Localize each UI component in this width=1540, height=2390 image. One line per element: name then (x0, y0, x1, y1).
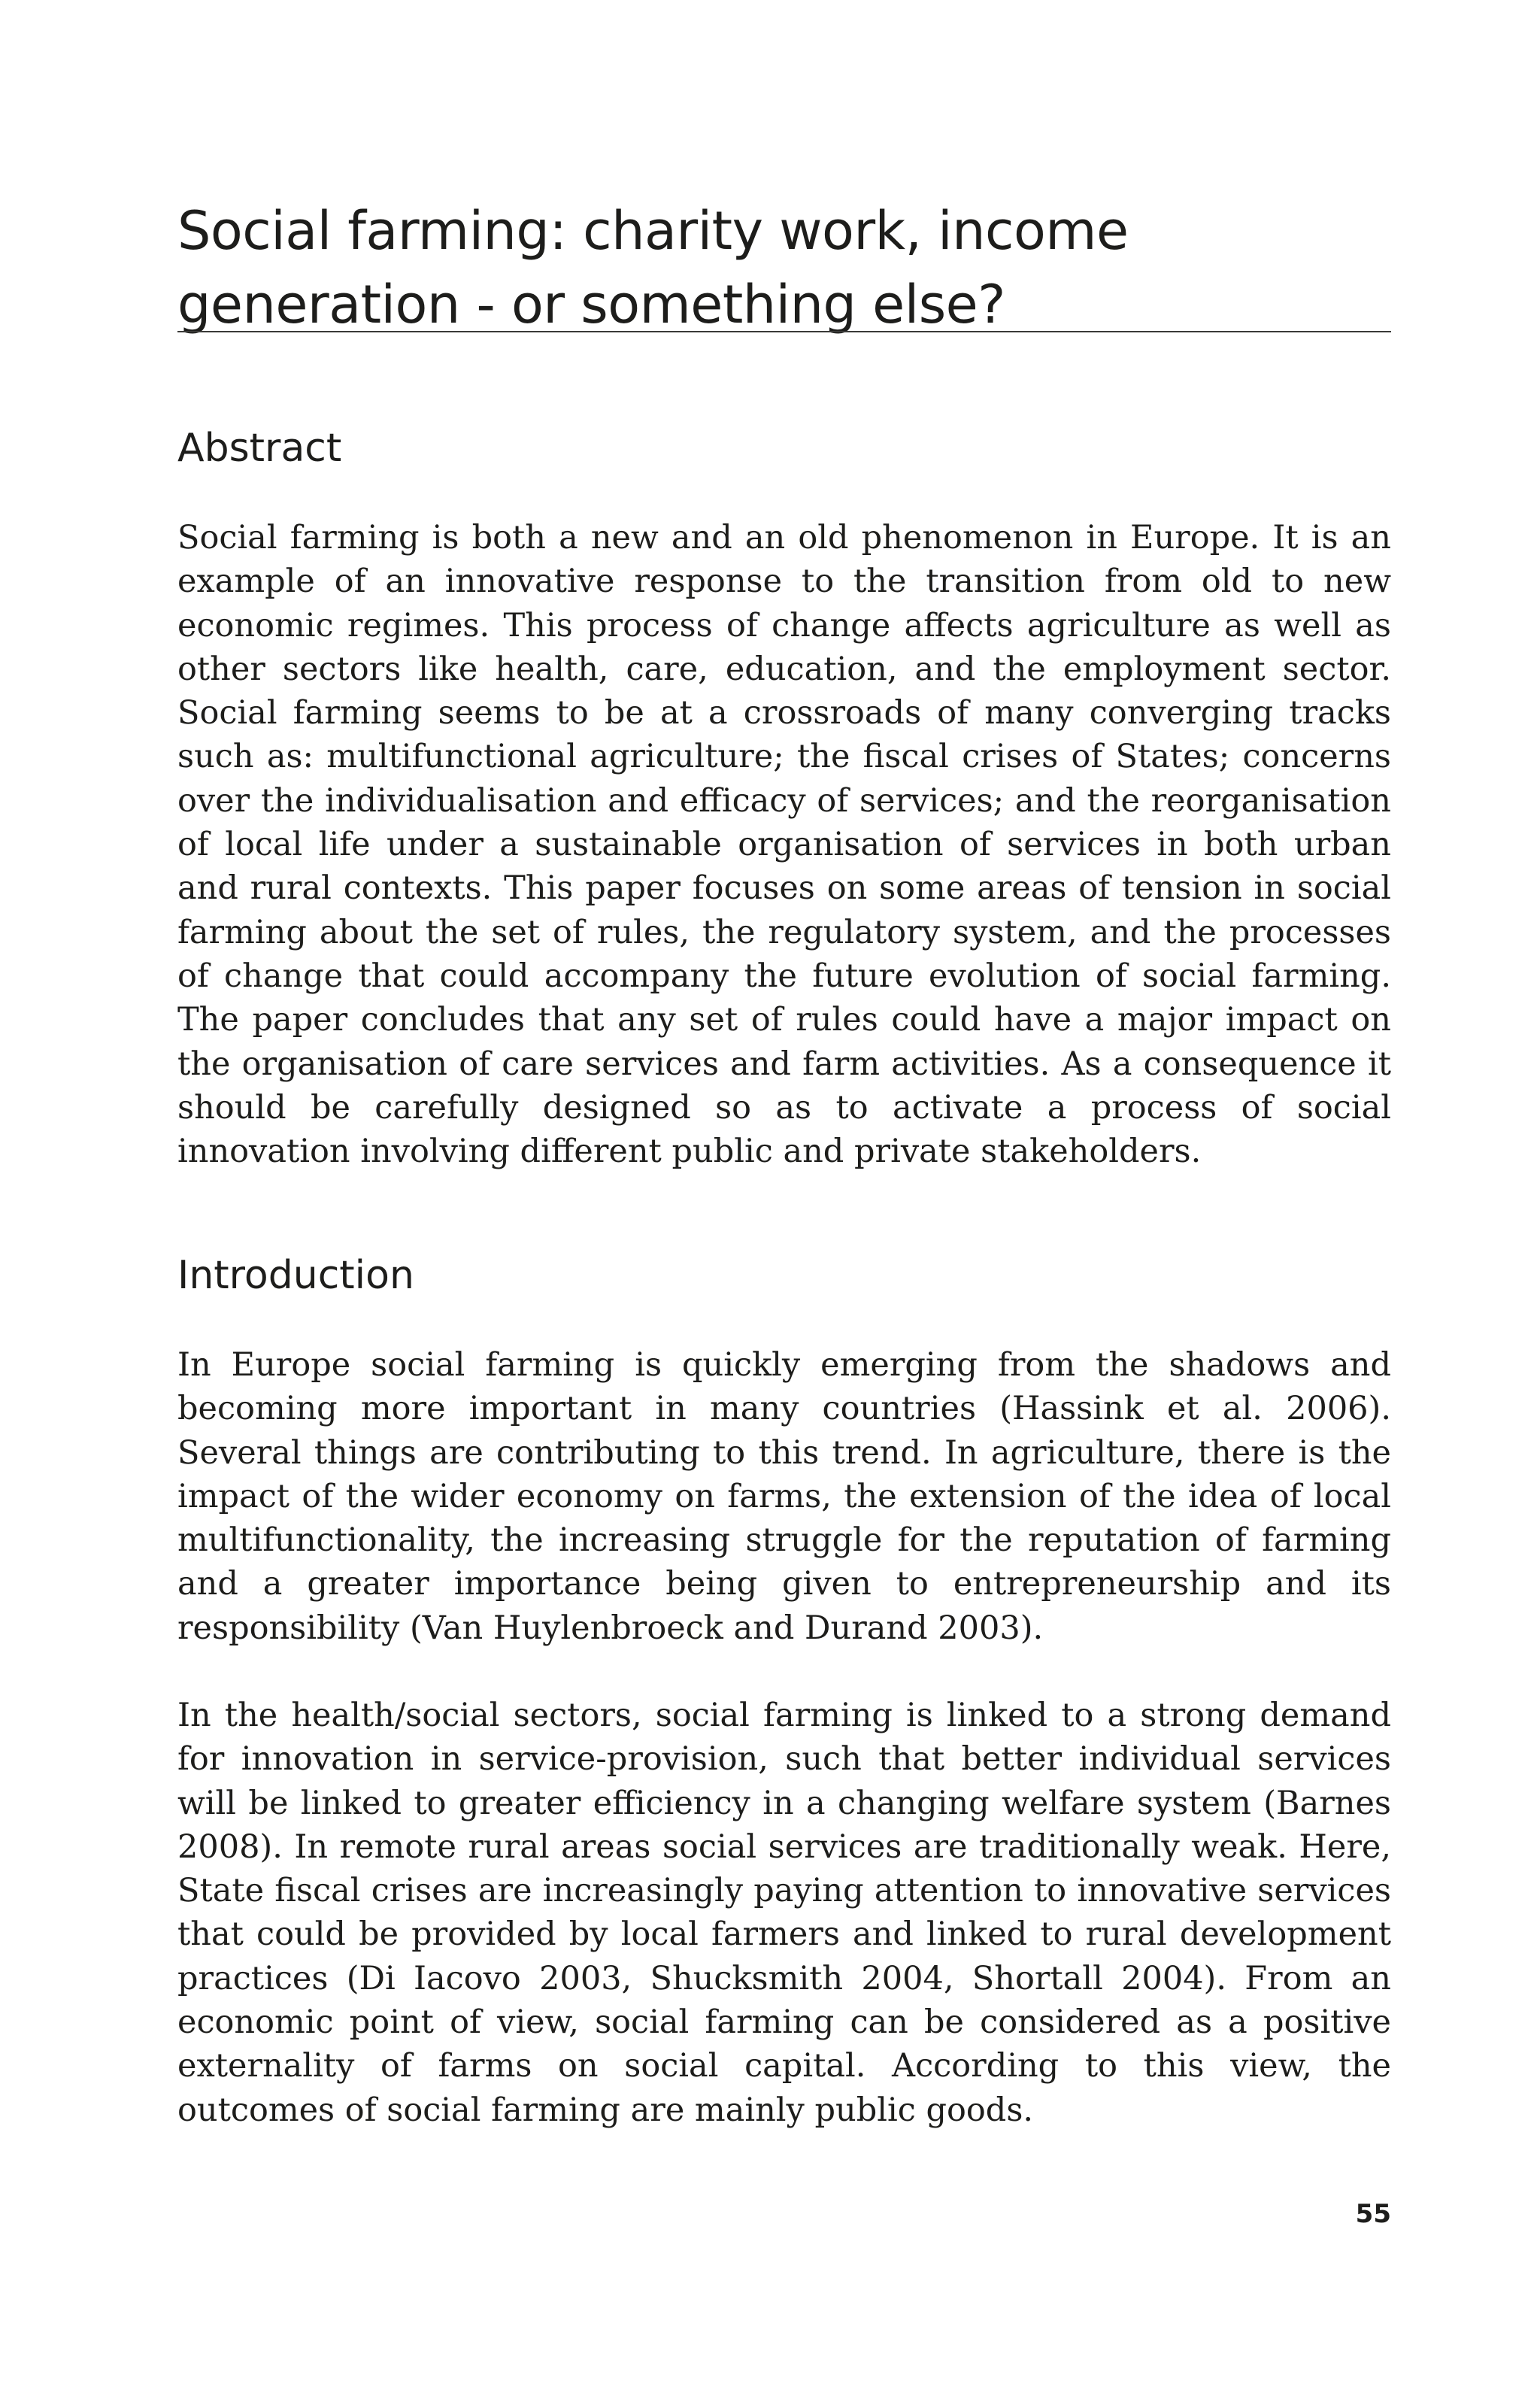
title-divider (177, 331, 1391, 332)
introduction-paragraph: In Europe social farming is quickly emerging from the shadows and becoming more important in many countries (Hassink et al. 2006). Several things are contributing to this trend. In agriculture, there is the impact of the wider economy on farms, the extension of the idea of local multifunctionality, the increasing struggle for the reputation of farming and a greater importance being given to entrepreneurship and its responsibility (Van Huylenbroeck and Durand 2003). (177, 1346, 1391, 1647)
introduction-paragraph: In the health/social sectors, social farming is linked to a strong demand for innovation in service-provision, such that better individual services will be linked to greater efficiency in a changing welfare system (Barnes 2008). In remote rural areas social services are traditionally weak. Here, State fiscal crises are increasingly paying attention to innovative services that could be provided by local farmers and linked to rural development practices (Di Iacovo 2003, Shucksmith 2004, Shortall 2004). From an economic point of view, social farming can be considered as a positive externality of farms on social capital. According to this view, the outcomes of social farming are mainly public goods. (177, 1697, 1391, 2129)
article-title: Social farming: charity work, income generation - or something else? (177, 200, 1129, 335)
book-page (177, 0, 1391, 2390)
abstract-heading: Abstract (177, 426, 342, 471)
page-number: 55 (1355, 2199, 1391, 2229)
introduction-heading: Introduction (177, 1253, 414, 1298)
abstract-paragraph: Social farming is both a new and an old phenomenon in Europe. It is an example of an innovative response to the transition from old to new economic regimes. This process of change affects agriculture as well as other sectors like health, care, education, and the employment sector. Social farming seems to be at a crossroads of many converging tracks such as: multifunctional agriculture; the fiscal crises of States; concerns over the individualisation and efficacy of services; and the reorganisation of local life under a sustainable organisation of services in both urban and rural contexts. This paper focuses on some areas of tension in social farming about the set of rules, the regulatory system, and the processes of change that could accompany the future evolution of social farming. The paper concludes that any set of rules could have a major impact on the organisation of care services and farm activities. As a consequence it should be carefully designed so as to activate a process of social innovation involving different public and private stakeholders. (177, 519, 1391, 1171)
